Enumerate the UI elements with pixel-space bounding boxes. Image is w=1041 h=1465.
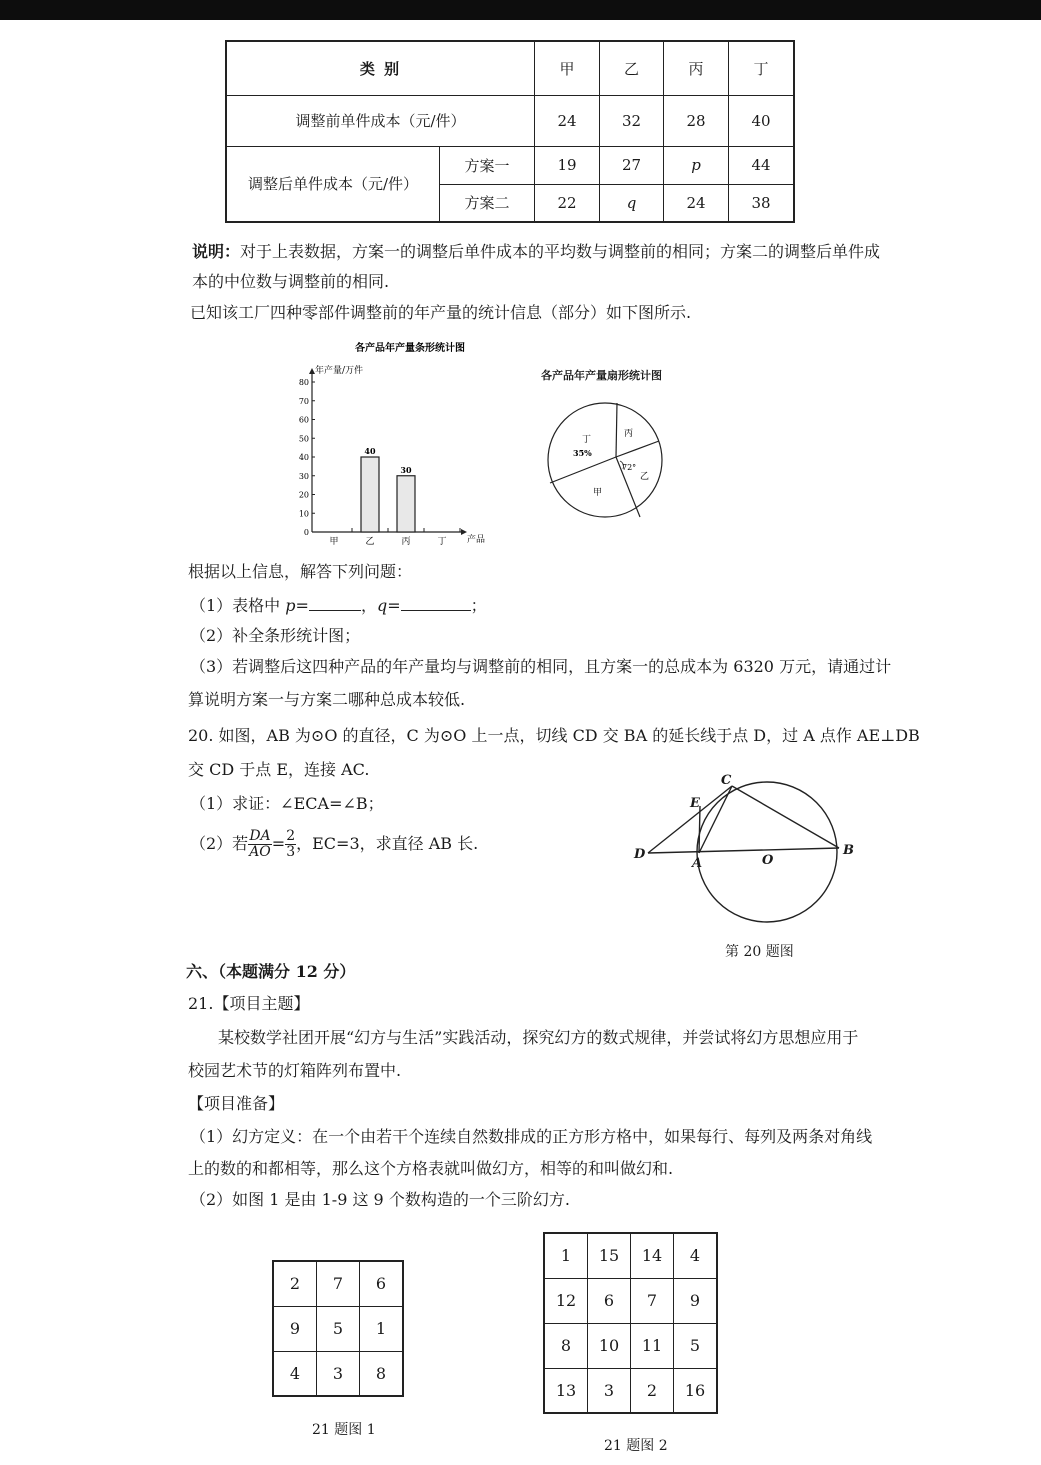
- label-d: D: [634, 847, 646, 862]
- magic-cell: 9: [273, 1306, 317, 1351]
- magic-cell: 1: [544, 1233, 588, 1278]
- pie-slice-ding-pct: 35%: [573, 448, 592, 458]
- q19-part2: （2）补全条形统计图；: [190, 626, 361, 645]
- bar-chart-ylabel: 年产量/万件: [315, 366, 364, 376]
- table-row: [226, 95, 794, 146]
- eq-sign: =: [387, 596, 401, 615]
- fraction-2-3: [285, 829, 296, 860]
- circle-o: [697, 782, 837, 922]
- y-tick-label: 30: [298, 471, 309, 481]
- answer-blank-p[interactable]: [309, 594, 361, 611]
- var-q: q: [376, 596, 388, 615]
- row-label: 调整后单件成本（元/件）: [226, 146, 440, 222]
- magic-cell: 5: [317, 1306, 360, 1351]
- q20-line2: 交 CD 于点 E，连接 AC.: [188, 760, 370, 779]
- table-cell: 24: [664, 184, 729, 222]
- magic-square-3: [272, 1260, 404, 1397]
- segment-ae: [699, 806, 700, 853]
- q20-figure-caption: 第 20 题图: [725, 944, 794, 960]
- magic-cell: 12: [544, 1278, 588, 1323]
- bar-chart-categories: [329, 528, 460, 547]
- magic-cell: 3: [317, 1351, 360, 1396]
- q21-definition-line2: 上的数的和都相等，那么这个方格表就叫做幻方，相等的和叫做幻和.: [188, 1159, 674, 1178]
- y-tick-label: 80: [298, 378, 309, 387]
- magic-cell: 7: [631, 1278, 674, 1323]
- q21-prep: 【项目准备】: [188, 1094, 285, 1113]
- pie-outline: [548, 403, 662, 517]
- pie-slice-bing: 丙: [624, 429, 634, 439]
- magic-cell: 3: [588, 1368, 631, 1413]
- q20-line1: 20. 如图，AB 为⊙O 的直径，C 为⊙O 上一点，切线 CD 交 BA 的延长线于点 D，过 A 点作 AE⊥DB: [188, 726, 920, 745]
- q21-figure-line: （2）如图 1 是由 1-9 这 9 个数构造的一个三阶幻方.: [190, 1190, 570, 1209]
- table-header-row: [226, 41, 794, 95]
- q20-part2: [190, 826, 478, 866]
- q21-theme-line2: 校园艺术节的灯箱阵列布置中.: [188, 1061, 402, 1080]
- label-c: C: [721, 773, 732, 788]
- label-o: O: [762, 853, 774, 868]
- bar-chart-axes: [309, 368, 467, 535]
- magic-cell: 1: [360, 1306, 404, 1351]
- plan1-label: 方案一: [440, 146, 535, 184]
- pie-slice-yi: 乙: [640, 472, 650, 482]
- magic-cell: 2: [631, 1368, 674, 1413]
- category-header: 类 别: [226, 41, 535, 95]
- bar-乙: [361, 457, 379, 532]
- y-tick-label: 70: [298, 396, 309, 406]
- label-a: A: [692, 856, 703, 871]
- var-p: p: [285, 596, 296, 615]
- y-tick-label: 20: [298, 490, 309, 500]
- x-category-label: 丙: [401, 537, 411, 547]
- table-cell: 27: [600, 146, 664, 184]
- x-category-label: 甲: [329, 537, 339, 547]
- boundary-ding-bing: [616, 403, 617, 457]
- magic-cell: 6: [588, 1278, 631, 1323]
- q21-definition-line1: （1）幻方定义：在一个由若干个连续自然数排成的正方形方格中，如果每行、每列及两条对角线: [190, 1127, 873, 1146]
- magic-cell: 6: [360, 1261, 404, 1306]
- bar-chart-xlabel: 产品: [467, 535, 486, 545]
- header-cell: 丁: [729, 41, 795, 95]
- frac-denominator: 3: [286, 844, 296, 860]
- y-tick-label: 10: [298, 509, 309, 519]
- bar-data-label: 40: [364, 446, 376, 456]
- magic-cell: 15: [588, 1233, 631, 1278]
- segment-ac: [699, 786, 732, 853]
- table-cell: 38: [729, 184, 795, 222]
- label-b: B: [843, 843, 854, 858]
- magic-cell: 16: [674, 1368, 718, 1413]
- y-tick-label: 50: [298, 434, 309, 444]
- section6-title: 六、（本题满分 12 分）: [186, 962, 356, 981]
- y-tick-label: 40: [298, 453, 309, 462]
- q19-part1: [190, 594, 487, 616]
- y-tick-label: 60: [298, 415, 309, 425]
- row-label: 调整前单件成本（元/件）: [226, 95, 535, 146]
- note-bold: 说明：: [192, 242, 241, 261]
- q20-part2-prefix: （2）若: [190, 834, 249, 853]
- eq-sign: =: [271, 834, 286, 853]
- pie-chart: [540, 395, 670, 525]
- bar-chart-bars: [361, 446, 415, 532]
- note-line-2: 本的中位数与调整前的相同.: [192, 272, 390, 291]
- table-row: [226, 146, 794, 184]
- table-cell: 28: [664, 95, 729, 146]
- pie-slice-boundaries: [550, 403, 659, 517]
- magic-cell: 14: [631, 1233, 674, 1278]
- note-line-3: 已知该工厂四种零部件调整前的年产量的统计信息（部分）如下图所示.: [190, 303, 692, 322]
- pie-chart-title: 各产品年产量扇形统计图: [541, 369, 662, 382]
- frac-numerator: 2: [286, 828, 296, 844]
- magic-cell: 4: [273, 1351, 317, 1396]
- magic-cell: 5: [674, 1323, 718, 1368]
- bar-丙: [397, 476, 415, 532]
- bar-data-label: 30: [400, 464, 412, 475]
- table-cell-p: p: [664, 146, 729, 184]
- q19-part3-line1: （3）若调整后这四种产品的年产量均与调整前的相同，且方案一的总成本为 6320 万元，请通过计: [190, 657, 892, 676]
- q20-part1: （1）求证：∠ECA=∠B；: [190, 794, 384, 813]
- magic-cell: 8: [544, 1323, 588, 1368]
- table-cell-q: q: [600, 184, 664, 222]
- pie-slice-ding: 丁: [582, 435, 592, 445]
- x-category-label: 乙: [365, 537, 375, 547]
- magic-cell: 11: [631, 1323, 674, 1368]
- x-category-label: 丁: [437, 537, 447, 547]
- magic-cell: 10: [588, 1323, 631, 1368]
- q19-part3-line2: 算说明方案一与方案二哪种总成本较低.: [188, 690, 466, 709]
- bar-chart: [290, 335, 500, 550]
- top-dark-bar: [0, 0, 1041, 20]
- boundary-bing-yi: [616, 441, 659, 457]
- magic-cell: 2: [273, 1261, 317, 1306]
- pie-slice-jia: 甲: [593, 488, 603, 498]
- pie-slice-yi-angle: 72°: [622, 463, 637, 472]
- label-e: E: [690, 796, 700, 811]
- magic-cell: 8: [360, 1351, 404, 1396]
- q21-figure1-caption: 21 题图 1: [312, 1422, 376, 1438]
- header-cell: 乙: [600, 41, 664, 95]
- table-cell: 40: [729, 95, 795, 146]
- table-cell: 44: [729, 146, 795, 184]
- magic-cell: 7: [317, 1261, 360, 1306]
- answer-blank-q[interactable]: [401, 594, 471, 611]
- plan2-label: 方案二: [440, 184, 535, 222]
- header-cell: 丙: [664, 41, 729, 95]
- magic-square-4: [543, 1232, 718, 1414]
- note-text: 对于上表数据，方案一的调整后单件成本的平均数与调整前的相同；方案二的调整后单件成: [240, 242, 881, 261]
- line-db: [648, 848, 839, 853]
- frac-denominator: AO: [249, 844, 271, 860]
- magic-cell: 13: [544, 1368, 588, 1413]
- circle-geometry-figure: [628, 766, 868, 931]
- q20-part2-suffix: ，EC=3，求直径 AB 长.: [296, 834, 479, 853]
- bar-chart-title: 各产品年产量条形统计图: [355, 343, 465, 354]
- y-tick-label: 0: [303, 528, 309, 537]
- q19-intro: 根据以上信息，解答下列问题：: [188, 562, 413, 581]
- fraction-da-ao: [248, 829, 272, 860]
- semicolon: ；: [470, 596, 487, 615]
- q19-part1-prefix: （1）表格中: [190, 596, 286, 615]
- table-cell: 24: [535, 95, 600, 146]
- comma: ，: [360, 596, 377, 615]
- table-cell: 22: [535, 184, 600, 222]
- segment-cb: [732, 786, 839, 848]
- cost-table: [225, 40, 795, 223]
- q21-figure2-caption: 21 题图 2: [604, 1438, 668, 1454]
- header-cell: 甲: [535, 41, 600, 95]
- eq-sign: =: [295, 596, 309, 615]
- magic-cell: 9: [674, 1278, 718, 1323]
- frac-numerator: DA: [249, 828, 271, 844]
- note-line-1: [192, 242, 880, 262]
- table-cell: 32: [600, 95, 664, 146]
- magic-cell: 4: [674, 1233, 718, 1278]
- q21-theme-line1: 某校数学社团开展“幻方与生活”实践活动，探究幻方的数式规律，并尝试将幻方思想应用于: [218, 1028, 859, 1047]
- boundary-jia-ding: [550, 457, 616, 483]
- table-cell: 19: [535, 146, 600, 184]
- q21-title: 21.【项目主题】: [188, 994, 310, 1013]
